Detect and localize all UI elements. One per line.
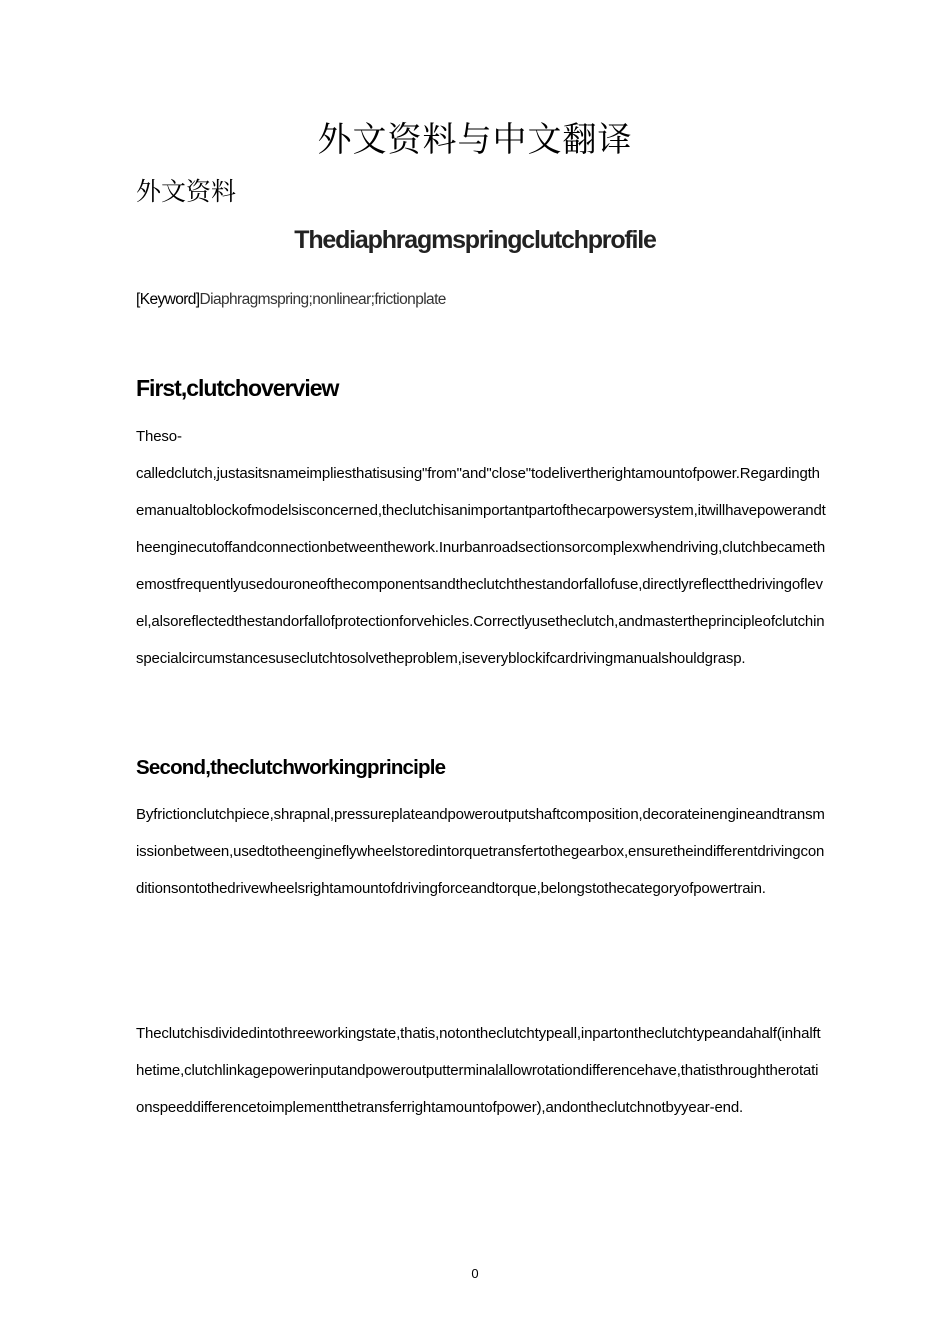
page-number: 0	[471, 1266, 479, 1281]
paragraph-overview: calledclutch,justasitsnameimpliesthatisusing"from"and"close"todelivertherightamountofpower.Regardingthemanualtoblockofmodelsisconcerned,theclutchisanimportantpartofthecarpowersystem,itwillhavepowerandtheenginecutoffandconnectionbetweenthework.Inurbanroadsectionsorcomplexwhendriving,clutchbecamethemostfrequentlyusedouroneofthecomponentsandtheclutchthestandorfallofuse,directlyreflectthedrivingoflevel,alsoreflectedthestandorfallofprotectionforvehicles.Correctlyusetheclutch,andmastertheprincipleofclutchinspecialcircumstancesuseclutchtosolvetheproblem,iseveryblockifcardrivingmanualshouldgrasp.	[136, 465, 826, 667]
keyword-line	[136, 291, 446, 309]
article-title: Thediaphragmspringclutchprofile	[294, 226, 656, 254]
paragraph-working-states: Theclutchisdividedintothreeworkingstate,thatis,notontheclutchtypeall,inpartontheclutchtypeandahalf(inhalfthetime,clutchlinkagepowerinputandpoweroutputterminalallowrotationdifferencehave,thatisthroughtherotationspeeddifferencetoimplementthetransferrightamountofpower),andontheclutchnotbyyear-end.	[136, 1025, 821, 1116]
keyword-text: Diaphragmspring;nonlinear;frictionplate	[199, 291, 446, 308]
paragraph-working-principle: Byfrictionclutchpiece,shrapnal,pressureplateandpoweroutputshaftcomposition,decorateinengineandtransmissionbetween,usedtotheengineflywheelstoredintorquetransfertothegearbox,ensuretheindifferentdrivingconditionsontothedrivewheelsrightamountofdrivingforceandtorque,belongstothecategoryofpowertrain.	[136, 806, 825, 897]
heading-working-principle: Second,theclutchworkingprinciple	[136, 756, 446, 779]
paragraph-overview-first-line: Theso-	[136, 428, 182, 445]
keyword-label: [Keyword]	[136, 291, 200, 308]
page-title: 外文资料与中文翻译	[317, 120, 633, 160]
section-label: 外文资料	[136, 177, 237, 206]
heading-clutch-overview: First,clutchoverview	[136, 375, 339, 401]
